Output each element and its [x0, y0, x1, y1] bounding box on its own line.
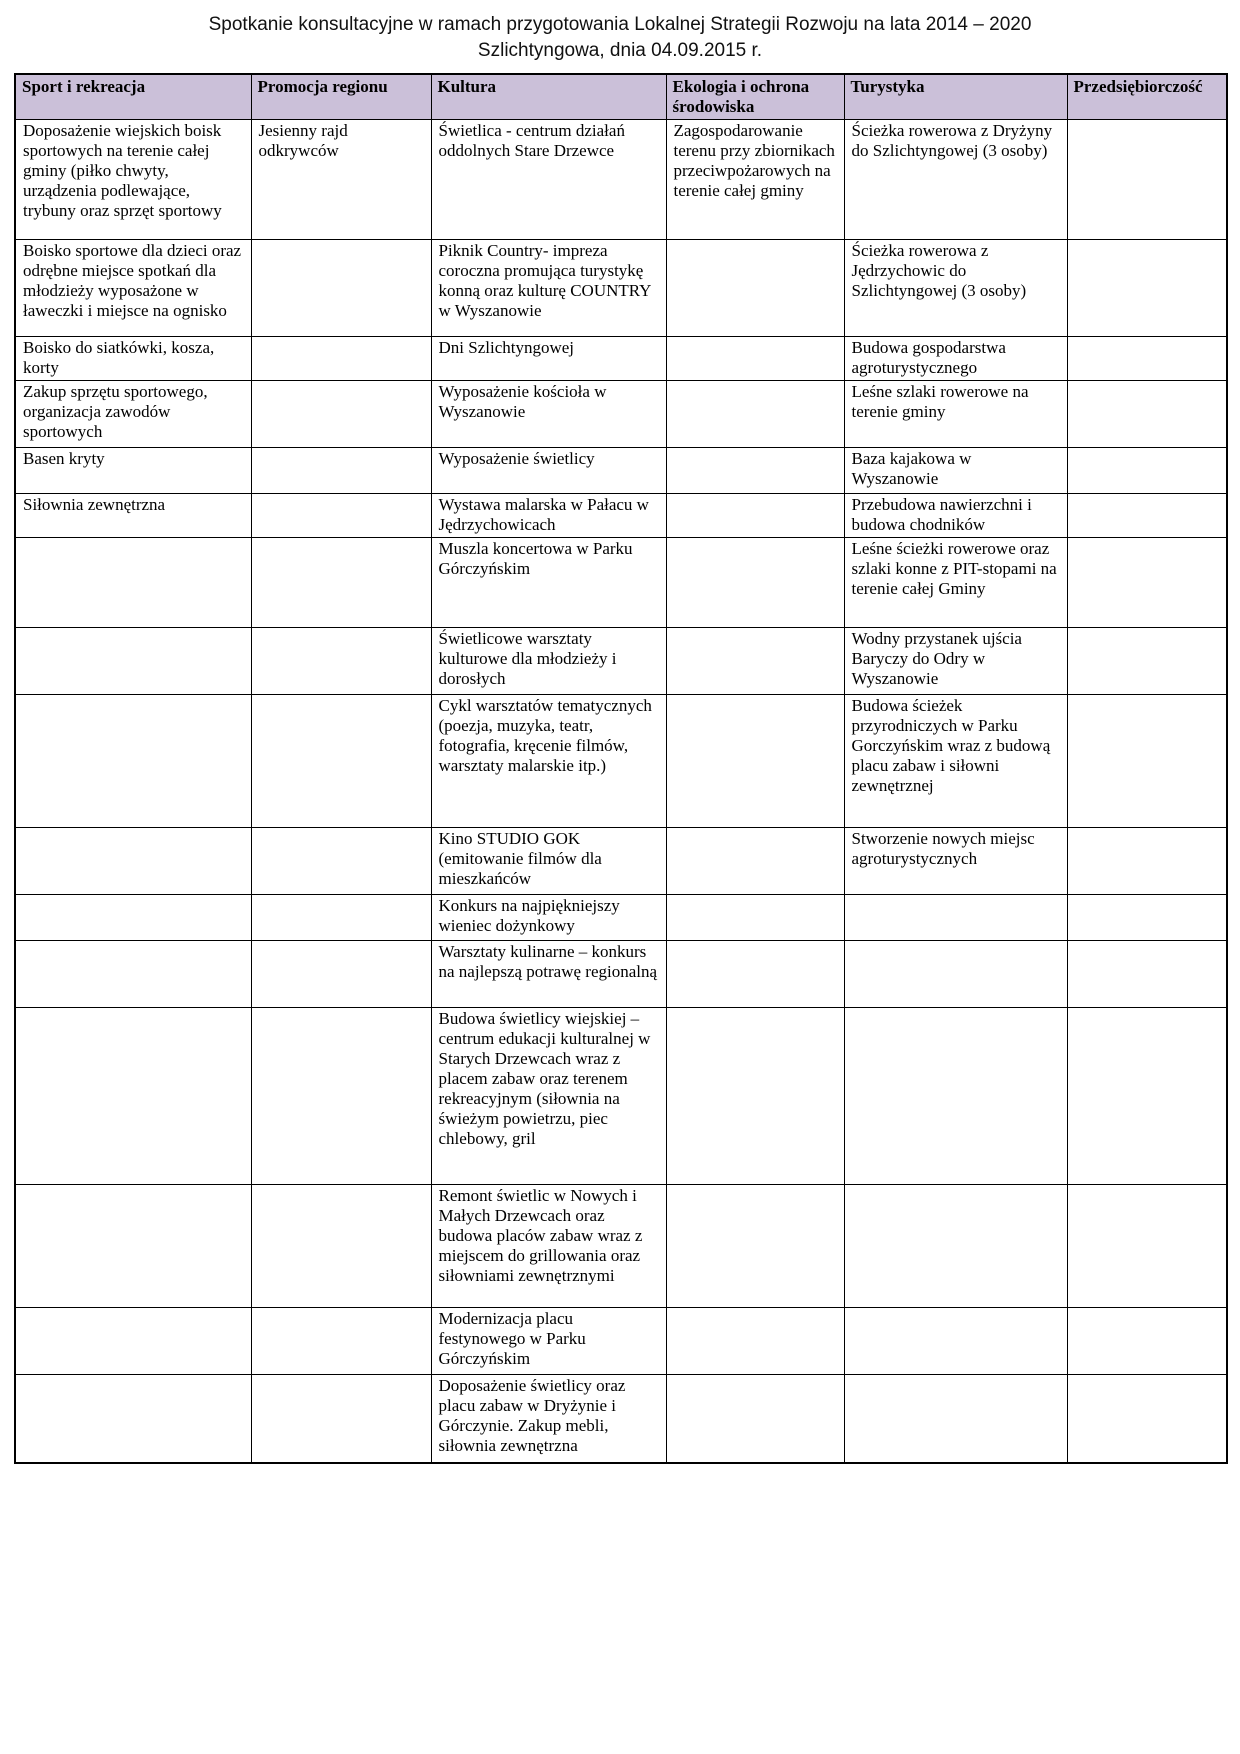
table-row: [15, 1375, 1227, 1463]
table-cell: Budowa ścieżek przyrodniczych w Parku Gorczyńskim wraz z budową placu zabaw i siłowni zewnętrznej: [844, 695, 1067, 828]
table-cell: Ścieżka rowerowa z Jędrzychowic do Szlichtyngowej (3 osoby): [844, 240, 1067, 337]
table-cell: Wystawa malarska w Pałacu w Jędrzychowicach: [431, 494, 666, 538]
table-row: [15, 895, 1227, 941]
table-cell: [1067, 494, 1227, 538]
table-cell: [1067, 448, 1227, 494]
table-cell: Zagospodarowanie terenu przy zbiornikach przeciwpożarowych na terenie całej gminy: [666, 120, 844, 240]
table-cell: [251, 494, 431, 538]
table-cell: [666, 895, 844, 941]
table-cell: [15, 1185, 251, 1308]
table-cell: Konkurs na najpiękniejszy wieniec dożynkowy: [431, 895, 666, 941]
table-cell: [15, 695, 251, 828]
table-cell: Baza kajakowa w Wyszanowie: [844, 448, 1067, 494]
table-cell: [251, 828, 431, 895]
table-cell: Modernizacja placu festynowego w Parku Górczyńskim: [431, 1308, 666, 1375]
table-cell: [15, 628, 251, 695]
table-cell: Muszla koncertowa w Parku Górczyńskim: [431, 538, 666, 628]
header-row: [15, 74, 1227, 120]
table-cell: [666, 1308, 844, 1375]
column-header-turystyka: Turystyka: [844, 74, 1067, 120]
column-header-przedsiebiorczosc: Przedsiębiorczość: [1067, 74, 1227, 120]
table-cell: [15, 1375, 251, 1463]
table-cell: Kino STUDIO GOK (emitowanie filmów dla mieszkańców: [431, 828, 666, 895]
table-cell: [1067, 337, 1227, 381]
table-cell: [844, 1008, 1067, 1185]
table-cell: [844, 1308, 1067, 1375]
table-cell: [251, 240, 431, 337]
table-cell: Świetlica - centrum działań oddolnych Stare Drzewce: [431, 120, 666, 240]
document-title: [0, 0, 1240, 64]
table-row: [15, 1185, 1227, 1308]
table-row: [15, 941, 1227, 1008]
table-row: [15, 240, 1227, 337]
table-cell: Stworzenie nowych miejsc agroturystycznych: [844, 828, 1067, 895]
table-cell: [15, 828, 251, 895]
table-cell: [1067, 538, 1227, 628]
doc-title-line2: Szlichtyngowa, dnia 04.09.2015 r.: [477, 40, 763, 61]
consultation-projects-table: [14, 73, 1228, 1464]
table-row: [15, 1008, 1227, 1185]
table-cell: [251, 895, 431, 941]
column-header-promocja: Promocja regionu: [251, 74, 431, 120]
table-cell: Świetlicowe warsztaty kulturowe dla młodzieży i dorosłych: [431, 628, 666, 695]
table-cell: Cykl warsztatów tematycznych (poezja, muzyka, teatr, fotografia, kręcenie filmów, warsztaty malarskie itp.): [431, 695, 666, 828]
table-cell: [666, 240, 844, 337]
table-cell: [844, 895, 1067, 941]
table-cell: Boisko do siatkówki, kosza, korty: [15, 337, 251, 381]
table-cell: [15, 538, 251, 628]
table-cell: Ścieżka rowerowa z Dryżyny do Szlichtyngowej (3 osoby): [844, 120, 1067, 240]
table-cell: [666, 695, 844, 828]
table-cell: [1067, 895, 1227, 941]
column-header-sport: Sport i rekreacja: [15, 74, 251, 120]
table-cell: [1067, 240, 1227, 337]
table-row: [15, 381, 1227, 448]
table-cell: [251, 628, 431, 695]
table-cell: [251, 1185, 431, 1308]
table-cell: Jesienny rajd odkrywców: [251, 120, 431, 240]
table-row: [15, 337, 1227, 381]
table-cell: [666, 448, 844, 494]
table-cell: Remont świetlic w Nowych i Małych Drzewcach oraz budowa placów zabaw wraz z miejscem do grillowania oraz siłowniami zewnętrznymi: [431, 1185, 666, 1308]
table-cell: [15, 1308, 251, 1375]
table-cell: Doposażenie wiejskich boisk sportowych na terenie całej gminy (piłko chwyty, urządzenia podlewające, trybuny oraz sprzęt sportowy: [15, 120, 251, 240]
table-cell: [666, 337, 844, 381]
table-cell: [15, 1008, 251, 1185]
table-cell: Wodny przystanek ujścia Baryczy do Odry w Wyszanowie: [844, 628, 1067, 695]
table-cell: Wyposażenie świetlicy: [431, 448, 666, 494]
table-cell: [666, 381, 844, 448]
table-row: [15, 628, 1227, 695]
table-cell: Siłownia zewnętrzna: [15, 494, 251, 538]
table-row: [15, 494, 1227, 538]
table-cell: [844, 1375, 1067, 1463]
table-cell: Basen kryty: [15, 448, 251, 494]
table-cell: [1067, 695, 1227, 828]
table-cell: Warsztaty kulinarne – konkurs na najlepszą potrawę regionalną: [431, 941, 666, 1008]
table-cell: [666, 494, 844, 538]
table-cell: [666, 828, 844, 895]
table-row: [15, 828, 1227, 895]
table-cell: Doposażenie świetlicy oraz placu zabaw w Dryżynie i Górczynie. Zakup mebli, siłownia zewnętrzna: [431, 1375, 666, 1463]
table-cell: Budowa świetlicy wiejskiej – centrum edukacji kulturalnej w Starych Drzewcach wraz z placem zabaw oraz terenem rekreacyjnym (siłownia na świeżym powietrzu, piec chlebowy, gril: [431, 1008, 666, 1185]
table-cell: [251, 448, 431, 494]
table-cell: [666, 941, 844, 1008]
column-header-kultura: Kultura: [431, 74, 666, 120]
table-cell: [251, 1375, 431, 1463]
table-cell: [15, 941, 251, 1008]
table-row: [15, 120, 1227, 240]
table-cell: [251, 337, 431, 381]
table-row: [15, 1308, 1227, 1375]
table-row: [15, 695, 1227, 828]
table-cell: [1067, 1185, 1227, 1308]
table-header: [15, 74, 1227, 120]
table-cell: Leśne ścieżki rowerowe oraz szlaki konne z PIT-stopami na terenie całej Gminy: [844, 538, 1067, 628]
table-cell: [1067, 1008, 1227, 1185]
table-cell: Boisko sportowe dla dzieci oraz odrębne miejsce spotkań dla młodzieży wyposażone w ławeczki i miejsce na ognisko: [15, 240, 251, 337]
table-cell: [666, 628, 844, 695]
column-header-ekologia: Ekologia i ochrona środowiska: [666, 74, 844, 120]
table-cell: [251, 695, 431, 828]
table-cell: [844, 941, 1067, 1008]
table-row: [15, 448, 1227, 494]
table-cell: [251, 1008, 431, 1185]
table-cell: [15, 895, 251, 941]
table-cell: [666, 1375, 844, 1463]
table-cell: [1067, 941, 1227, 1008]
table-cell: [1067, 628, 1227, 695]
table-cell: [251, 1308, 431, 1375]
table-cell: [1067, 120, 1227, 240]
table-cell: [1067, 828, 1227, 895]
table-cell: Przebudowa nawierzchni i budowa chodników: [844, 494, 1067, 538]
table-cell: [1067, 381, 1227, 448]
table-cell: [666, 1008, 844, 1185]
table-cell: [1067, 1308, 1227, 1375]
table-cell: [251, 941, 431, 1008]
table-cell: Dni Szlichtyngowej: [431, 337, 666, 381]
table-cell: Piknik Country- impreza coroczna promująca turystykę konną oraz kulturę COUNTRY w Wyszanowie: [431, 240, 666, 337]
table-cell: Budowa gospodarstwa agroturystycznego: [844, 337, 1067, 381]
table-cell: [844, 1185, 1067, 1308]
table-row: [15, 538, 1227, 628]
table-cell: Zakup sprzętu sportowego, organizacja zawodów sportowych: [15, 381, 251, 448]
table-body: [15, 120, 1227, 1463]
table-cell: [251, 381, 431, 448]
doc-title-line1: Spotkanie konsultacyjne w ramach przygotowania Lokalnej Strategii Rozwoju na lata 2014 – 2020: [208, 14, 1032, 35]
table-cell: [666, 538, 844, 628]
table-cell: [251, 538, 431, 628]
table-cell: [666, 1185, 844, 1308]
table-cell: [1067, 1375, 1227, 1463]
table-cell: Wyposażenie kościoła w Wyszanowie: [431, 381, 666, 448]
table-cell: Leśne szlaki rowerowe na terenie gminy: [844, 381, 1067, 448]
